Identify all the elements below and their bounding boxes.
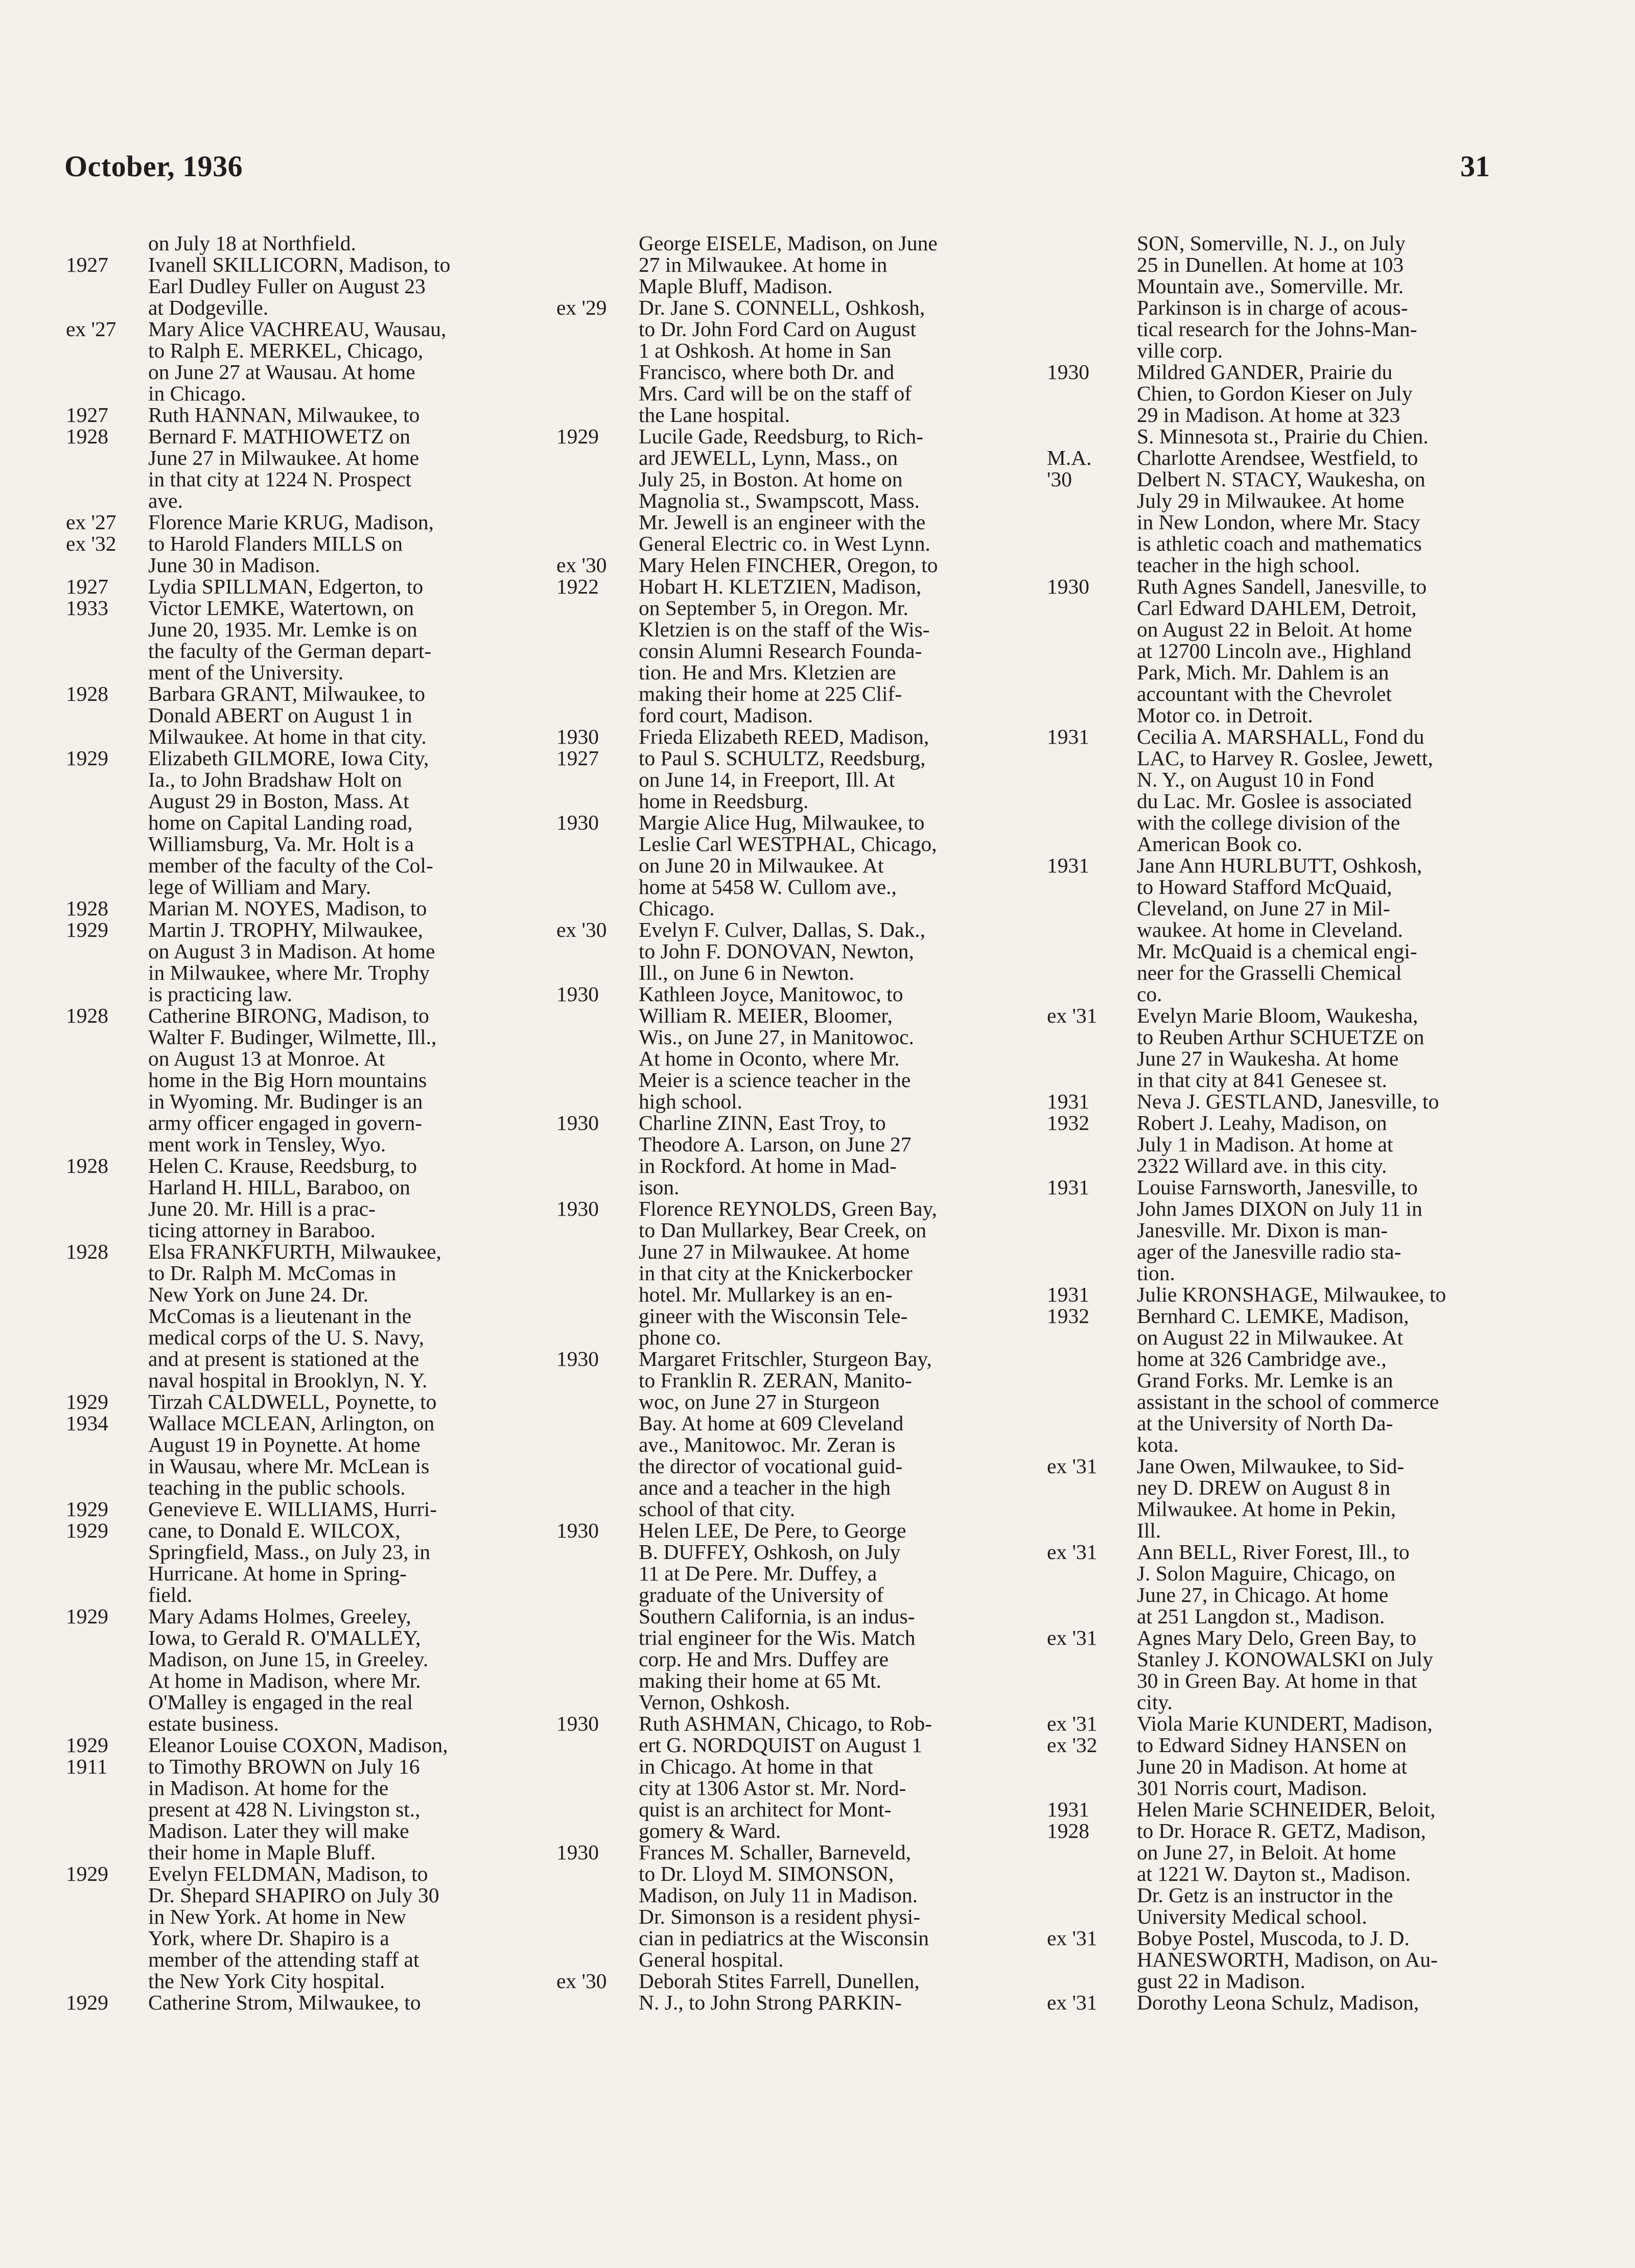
class-year: 1928 1929 [66, 896, 108, 941]
announcement-entry [1045, 726, 1497, 855]
class-year: ex '31 [1047, 1926, 1097, 1950]
class-year: 1930 [556, 1519, 599, 1542]
announcement-entry [1045, 1176, 1497, 1284]
announcement-entry [1045, 1799, 1497, 1927]
announcement-entry [554, 1198, 1007, 1348]
class-year: 1930 [556, 1840, 599, 1864]
announcement-entry [554, 426, 1007, 554]
class-year: ex '31 [1047, 1991, 1097, 2014]
announcement-entry [64, 1005, 513, 1155]
announcement-text: Bobye Postel, Muscoda, to J. D. HANESWORTH, Madison, on Au- gust 22 in Madison. [1137, 1926, 1438, 1993]
announcement-entry [64, 1863, 513, 1992]
announcement-entry [64, 511, 513, 576]
announcement-entry [554, 232, 1007, 297]
announcement-text: Lucile Gade, Reedsburg, to Rich- ard JEWELL, Lynn, Mass., on July 25, in Boston. At home on Magnolia st., Swampscott, Mass. Mr. Jewell is an engineer with the General Electric co. in West Lynn. [639, 424, 930, 555]
announcement-text: on July 18 at Northfield. [148, 231, 356, 255]
class-year: 1930 [556, 1712, 599, 1735]
announcement-entry [64, 1241, 513, 1391]
class-year: 1927 [66, 253, 108, 276]
announcement-entry [64, 1498, 513, 1605]
class-year: 1929 [66, 1862, 108, 1885]
announcement-text: Ivanell SKILLICORN, Madison, to Earl Dudley Fuller on August 23 at Dodgeville. [148, 253, 451, 319]
announcement-text: Evelyn FELDMAN, Madison, to Dr. Shepard SHAPIRO on July 30 in New York. At home in New York, where Dr. Shapiro is a member of the attending staff at the New York City hospital. [148, 1862, 439, 1993]
class-year: 1929 [66, 1991, 108, 2014]
announcement-entry [1045, 1927, 1497, 1992]
announcement-text: Eleanor Louise COXON, Madison, to Timothy BROWN on July 16 in Madison. At home for the present at 428 N. Livingston st., Madison. Later they will make their home in Maple Bluff. [148, 1733, 448, 1864]
announcement-text: SON, Somerville, N. J., on July 25 in Dunellen. At home at 103 Mountain ave., Somerville. Mr. Parkinson is in charge of acous- tical research for the Johns-Man- ville corp. [1137, 231, 1417, 362]
announcement-entry [64, 232, 513, 254]
class-year [64, 232, 148, 254]
class-year: ex '27 ex '32 [66, 510, 116, 555]
class-year: ex '31 [1047, 1626, 1097, 1649]
announcement-text: Helen LEE, De Pere, to George B. DUFFEY, Oshkosh, on July 11 at De Pere. Mr. Duffey, a graduate of the University of Southern California, is an indus- trial engineer for the Wis. Match corp. He and Mrs. Duffey are making their home at 65 Mt. Vernon, Oshkosh. [639, 1519, 916, 1714]
announcement-entry [64, 576, 513, 683]
announcement-text: Agnes Mary Delo, Green Bay, to Stanley J. KONOWALSKI on July 30 in Green Bay. At home in that city. [1137, 1626, 1433, 1714]
class-year: 1930 [556, 1197, 599, 1220]
announcement-text: Lydia SPILLMAN, Edgerton, to Victor LEMKE, Watertown, on June 20, 1935. Mr. Lemke is on the faculty of the German depart- ment of the University. [148, 575, 432, 684]
class-year: 1931 1932 [1047, 1090, 1089, 1135]
announcement-text: Catherine Strom, Milwaukee, to [148, 1991, 421, 2014]
class-year: 1930 1927 [556, 725, 599, 770]
announcement-entry [64, 1155, 513, 1241]
announcement-text: Margie Alice Hug, Milwaukee, to Leslie Carl WESTPHAL, Chicago, on June 20 in Milwaukee. At home at 5458 W. Cullom ave., Chicago. [639, 811, 937, 920]
announcement-text: Elsa FRANKFURTH, Milwaukee, to Dr. Ralph M. McComas in New York on June 24. Dr. McComas is a lieutenant in the medical corps of the U. S. Navy, and at present is stationed at the naval hospital in Brooklyn, N. Y. [148, 1240, 441, 1392]
announcement-entry [554, 1112, 1007, 1198]
class-year: 1930 [1047, 360, 1089, 384]
announcement-entry [1045, 1455, 1497, 1541]
announcement-text: Catherine BIRONG, Madison, to Walter F. Budinger, Wilmette, Ill., on August 13 at Monroe. At home in the Big Horn mountains in Wyoming. Mr. Budinger is an army officer engaged in govern- ment work in Tensley, Wyo. [148, 1004, 437, 1156]
announcement-entry [1045, 1992, 1497, 2013]
announcement-text: Charlotte Arendsee, Westfield, to Delbert N. STACY, Waukesha, on July 29 in Milwaukee. At home in New London, where Mr. Stacy is athletic coach and mathematics teacher in the high school. [1137, 446, 1426, 577]
class-year: ex '29 [556, 296, 607, 319]
announcement-entry [554, 1348, 1007, 1520]
class-year: ex '31 [1047, 1004, 1097, 1027]
announcement-entry [64, 683, 513, 747]
class-year: 1928 [66, 1154, 108, 1177]
announcement-text: Florence Marie KRUG, Madison, to Harold Flanders MILLS on June 30 in Madison. [148, 510, 434, 577]
class-year: 1929 1929 [66, 1497, 108, 1542]
page-header [64, 149, 1490, 190]
class-year: 1931 [1047, 725, 1089, 748]
class-year: 1929 1911 [66, 1733, 108, 1778]
class-year: 1930 [556, 1111, 599, 1135]
class-year: ex '31 [1047, 1540, 1097, 1564]
announcement-entry [1045, 1541, 1497, 1627]
announcement-text: Julie KRONSHAGE, Milwaukee, to Bernhard C. LEMKE, Madison, on August 22 in Milwaukee. At home at 326 Cambridge ave., Grand Forks. Mr. Lemke is an assistant in the school of commerce at the University of North Da- kota. [1137, 1283, 1446, 1456]
class-year: 1930 [1047, 575, 1089, 598]
class-year: 1929 1934 [66, 1390, 108, 1435]
class-year: 1931 [1047, 1175, 1089, 1199]
announcement-text: Ann BELL, River Forest, Ill., to J. Solon Maguire, Chicago, on June 27, in Chicago. At home at 251 Langdon st., Madison. [1137, 1540, 1410, 1628]
class-year: M.A. '30 [1047, 446, 1092, 491]
class-year: 1927 1928 [66, 403, 108, 448]
announcement-entry [64, 897, 513, 1005]
class-year: 1928 [66, 1004, 108, 1027]
announcement-entry [1045, 1713, 1497, 1799]
announcement-text: Mary Adams Holmes, Greeley, Iowa, to Gerald R. O'MALLEY, Madison, on June 15, in Greeley. At home in Madison, where Mr. O'Malley is engaged in the real estate business. [148, 1604, 429, 1735]
column-2 [554, 232, 1007, 2013]
class-year: ex '30 [556, 918, 607, 941]
announcement-entry [64, 254, 513, 318]
class-year: ex '31 [1047, 1454, 1097, 1478]
announcement-text: Genevieve E. WILLIAMS, Hurri- cane, to Donald E. WILCOX, Springfield, Mass., on July 23, in Hurricane. At home in Spring- field. [148, 1497, 437, 1606]
page-number: 31 [1460, 150, 1490, 183]
announcement-text: Evelyn Marie Bloom, Waukesha, to Reuben Arthur SCHUETZE on June 27 in Waukesha. At home in that city at 841 Genesee st. [1137, 1004, 1424, 1092]
announcement-text: Florence REYNOLDS, Green Bay, to Dan Mullarkey, Bear Creek, on June 27 in Milwaukee. At home in that city at the Knickerbocker hotel. Mr. Mullarkey is an en- gineer with the Wisconsin Tele- phone co. [639, 1197, 937, 1349]
announcement-text: Kathleen Joyce, Manitowoc, to William R. MEIER, Bloomer, Wis., on June 27, in Manitowoc. At home in Oconto, where Mr. Meier is a science teacher in the high school. [639, 982, 914, 1113]
announcement-text: Barbara GRANT, Milwaukee, to Donald ABERT on August 1 in Milwaukee. At home in that city. [148, 682, 427, 748]
announcement-entry [64, 1734, 513, 1863]
announcement-entry [1045, 232, 1497, 361]
announcement-text: Frieda Elizabeth REED, Madison, to Paul S. SCHULTZ, Reedsburg, on June 14, in Freeport, Ill. At home in Reedsburg. [639, 725, 929, 813]
class-year: 1930 [556, 982, 599, 1006]
announcement-entry [64, 1391, 513, 1498]
announcement-text: Marian M. NOYES, Madison, to Martin J. TROPHY, Milwaukee, on August 3 in Madison. At home in Milwaukee, where Mr. Trophy is practicing law. [148, 896, 435, 1006]
announcement-text: Margaret Fritschler, Sturgeon Bay, to Franklin R. ZERAN, Manito- woc, on June 27 in Sturgeon Bay. At home at 609 Cleveland ave., Manitowoc. Mr. Zeran is the director of vocational guid- ance and a teacher in the high school of that city. [639, 1347, 932, 1521]
announcement-text: Tirzah CALDWELL, Poynette, to Wallace MCLEAN, Arlington, on August 19 in Poynette. At home in Wausau, where Mr. McLean is teaching in the public schools. [148, 1390, 437, 1499]
announcement-entry [1045, 1627, 1497, 1713]
announcement-entry [64, 1992, 513, 2013]
announcement-entry [554, 726, 1007, 812]
announcement-text: Charline ZINN, East Troy, to Theodore A. Larson, on June 27 in Rockford. At home in Mad- ison. [639, 1111, 912, 1199]
announcement-entry [554, 983, 1007, 1112]
announcement-text: Jane Owen, Milwaukee, to Sid- ney D. DREW on August 8 in Milwaukee. At home in Pekin, Ill. [1137, 1454, 1405, 1542]
class-year: 1931 [1047, 854, 1089, 877]
announcement-text: Viola Marie KUNDERT, Madison, to Edward Sidney HANSEN on June 20 in Madison. At home at 301 Norris court, Madison. [1137, 1712, 1433, 1800]
announcement-text: Ruth HANNAN, Milwaukee, to Bernard F. MATHIOWETZ on June 27 in Milwaukee. At home in that city at 1224 N. Prospect ave. [148, 403, 420, 512]
class-year: ex '30 1922 [556, 553, 607, 598]
announcement-entry [554, 919, 1007, 983]
announcement-entry [1045, 447, 1497, 576]
column-1 [64, 232, 513, 2013]
announcement-entry [1045, 1284, 1497, 1455]
announcement-text: Cecilia A. MARSHALL, Fond du LAC, to Harvey R. Goslee, Jewett, N. Y., on August 10 in Fond du Lac. Mr. Goslee is associated with the college division of the American Book co. [1137, 725, 1433, 856]
announcement-entry [554, 1970, 1007, 2013]
announcement-text: Frances M. Schaller, Barneveld, to Dr. Lloyd M. SIMONSON, Madison, on July 11 in Madison. Dr. Simonson is a resident physi- cian in pediatrics at the Wisconsin General hospital. [639, 1840, 929, 1971]
announcement-entry [64, 747, 513, 897]
class-year: 1928 [66, 682, 108, 705]
class-year: 1929 [66, 1604, 108, 1628]
announcement-text: Helen C. Krause, Reedsburg, to Harland H. HILL, Baraboo, on June 20. Mr. Hill is a prac- ticing attorney in Baraboo. [148, 1154, 417, 1242]
announcement-text: Mary Alice VACHREAU, Wausau, to Ralph E. MERKEL, Chicago, on June 27 at Wausau. At home in Chicago. [148, 317, 447, 405]
page-title: October, 1936 [64, 150, 243, 183]
class-year: ex '31 ex '32 [1047, 1712, 1097, 1757]
announcement-entry [64, 318, 513, 404]
announcement-text: Helen Marie SCHNEIDER, Beloit, to Dr. Horace R. GETZ, Madison, on June 27, in Beloit. At home at 1221 W. Dayton st., Madison. Dr. Getz is an instructor in the University Medical school. [1137, 1798, 1436, 1928]
announcement-text: Deborah Stites Farrell, Dunellen, N. J., to John Strong PARKIN- [639, 1969, 920, 2014]
announcement-entry [1045, 361, 1497, 447]
announcement-text: Jane Ann HURLBUTT, Oshkosh, to Howard Stafford McQuaid, Cleveland, on June 27 in Mil- waukee. At home in Cleveland. Mr. McQuaid is a chemical engi- neer for the Grasselli Chemical co. [1137, 854, 1422, 1006]
announcement-entry [1045, 1005, 1497, 1091]
class-year: 1927 1933 [66, 575, 108, 620]
class-year: 1930 [556, 811, 599, 834]
class-year: ex '30 [556, 1969, 607, 1993]
class-year: ex '27 [66, 317, 116, 341]
announcement-text: Ruth Agnes Sandell, Janesville, to Carl Edward DAHLEM, Detroit, on August 22 in Beloit. At home at 12700 Lincoln ave., Highland Park, Mich. Mr. Dahlem is an accountant with the Chevrolet Motor co. in Detroit. [1137, 575, 1427, 727]
announcement-entry [554, 297, 1007, 426]
column-3 [1045, 232, 1497, 2013]
class-year: 1929 [556, 424, 599, 448]
announcement-entry [554, 812, 1007, 919]
announcement-text: Dorothy Leona Schulz, Madison, [1137, 1991, 1419, 2014]
class-year [1045, 232, 1137, 361]
class-year: 1931 1932 [1047, 1283, 1089, 1328]
announcement-entry [554, 1841, 1007, 1970]
announcement-entry [1045, 576, 1497, 726]
announcement-text: Neva J. GESTLAND, Janesville, to Robert J. Leahy, Madison, on July 1 in Madison. At home at 2322 Willard ave. in this city. [1137, 1090, 1439, 1177]
announcement-text: Mildred GANDER, Prairie du Chien, to Gordon Kieser on July 29 in Madison. At home at 323 S. Minnesota st., Prairie du Chien. [1137, 360, 1429, 448]
class-year: 1928 [66, 1240, 108, 1263]
announcement-entry [64, 404, 513, 511]
class-year: 1929 [66, 746, 108, 770]
class-year: 1931 1928 [1047, 1798, 1089, 1842]
class-year: 1930 [556, 1347, 599, 1371]
announcement-entry [554, 554, 1007, 726]
announcement-text: Louise Farnsworth, Janesville, to John James DIXON on July 11 in Janesville. Mr. Dixon is man- ager of the Janesville radio sta- tion. [1137, 1175, 1422, 1285]
announcement-text: Dr. Jane S. CONNELL, Oshkosh, to Dr. John Ford Card on August 1 at Oshkosh. At home in San Francisco, where both Dr. and Mrs. Card will be on the staff of the Lane hospital. [639, 296, 925, 427]
announcement-entry [1045, 1091, 1497, 1176]
announcement-entry [1045, 855, 1497, 1005]
announcement-entry [554, 1713, 1007, 1841]
class-year [554, 232, 639, 297]
announcement-text: George EISELE, Madison, on June 27 in Milwaukee. At home in Maple Bluff, Madison. [639, 231, 938, 298]
announcement-text: Ruth ASHMAN, Chicago, to Rob- ert G. NORDQUIST on August 1 in Chicago. At home in that city at 1306 Astor st. Mr. Nord- quist is an architect for Mont- gomery & Ward. [639, 1712, 932, 1842]
announcement-entry [554, 1520, 1007, 1713]
announcement-text: Mary Helen FINCHER, Oregon, to Hobart H. KLETZIEN, Madison, on September 5, in Oregon. Mr. Kletzien is on the staff of the Wis- consin Alumni Research Founda- tion. He and Mrs. Kletzien are making their home at 225 Clif- ford court, Madison. [639, 553, 938, 727]
announcement-entry [64, 1605, 513, 1734]
announcement-text: Evelyn F. Culver, Dallas, S. Dak., to John F. DONOVAN, Newton, Ill., on June 6 in Newton. [639, 918, 925, 984]
announcement-text: Elizabeth GILMORE, Iowa City, Ia., to John Bradshaw Holt on August 29 in Boston, Mass. At home on Capital Landing road, Williamsburg, Va. Mr. Holt is a member of the faculty of the Col- lege of William and Mary. [148, 746, 433, 899]
